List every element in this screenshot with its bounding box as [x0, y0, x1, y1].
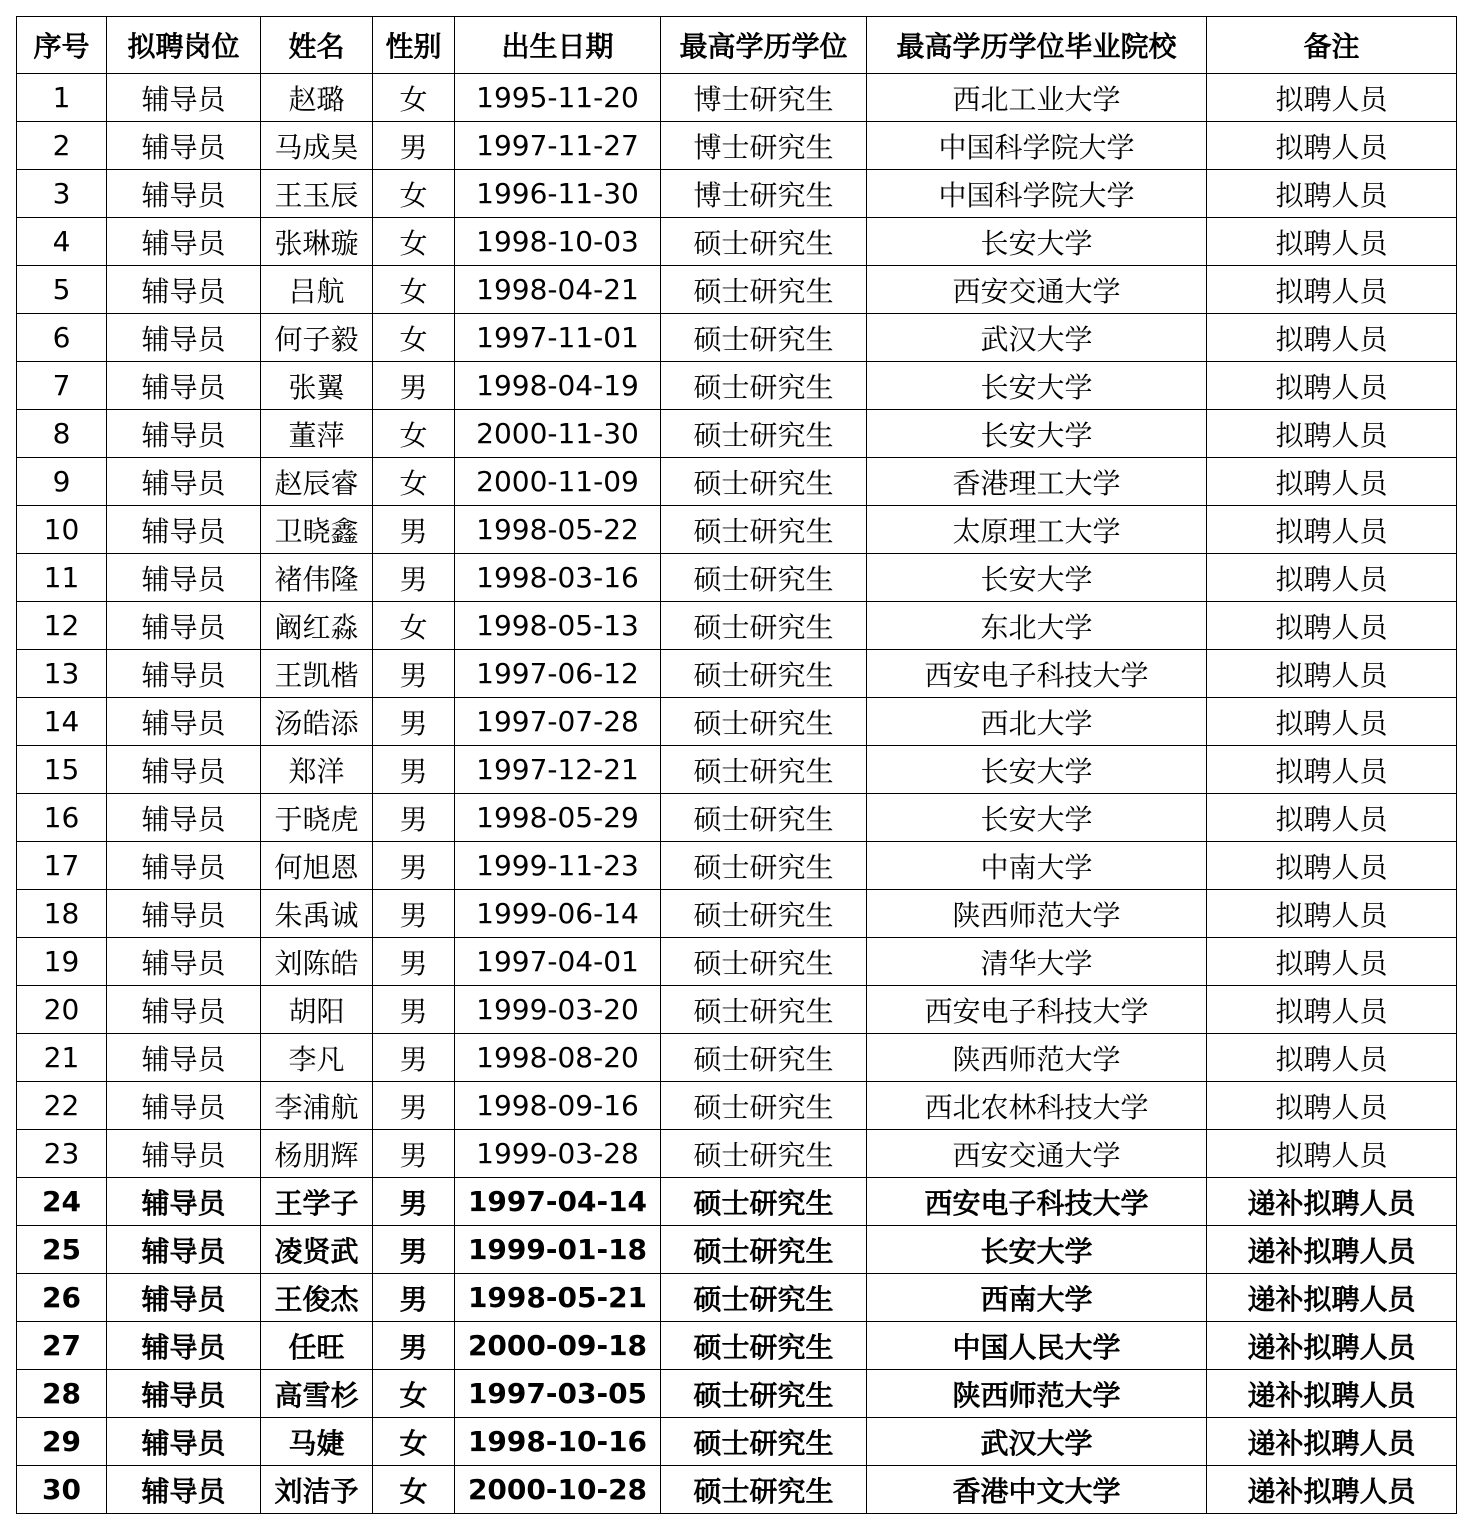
- cell-note: 拟聘人员: [1207, 842, 1457, 890]
- cell-note: 拟聘人员: [1207, 362, 1457, 410]
- cell-birth-date: 1998-05-22: [455, 506, 661, 554]
- cell-degree: 硕士研究生: [661, 1274, 867, 1322]
- cell-note: 拟聘人员: [1207, 314, 1457, 362]
- cell-post: 辅导员: [107, 890, 261, 938]
- cell-birth-date: 2000-10-28: [455, 1466, 661, 1514]
- cell-birth-date: 2000-09-18: [455, 1322, 661, 1370]
- cell-school: 长安大学: [867, 410, 1207, 458]
- cell-no: 14: [17, 698, 107, 746]
- cell-no: 2: [17, 122, 107, 170]
- cell-note: 递补拟聘人员: [1207, 1322, 1457, 1370]
- table-row: [17, 74, 1457, 122]
- cell-no: 6: [17, 314, 107, 362]
- cell-gender: 女: [373, 410, 455, 458]
- cell-no: 1: [17, 74, 107, 122]
- table-row: [17, 1082, 1457, 1130]
- cell-degree: 硕士研究生: [661, 842, 867, 890]
- cell-note: 拟聘人员: [1207, 266, 1457, 314]
- cell-degree: 硕士研究生: [661, 602, 867, 650]
- cell-degree: 硕士研究生: [661, 506, 867, 554]
- cell-birth-date: 1999-03-20: [455, 986, 661, 1034]
- cell-degree: 硕士研究生: [661, 362, 867, 410]
- cell-post: 辅导员: [107, 1418, 261, 1466]
- cell-degree: 硕士研究生: [661, 1418, 867, 1466]
- cell-name: 张琳璇: [261, 218, 373, 266]
- cell-post: 辅导员: [107, 266, 261, 314]
- cell-birth-date: 1997-12-21: [455, 746, 661, 794]
- cell-degree: 硕士研究生: [661, 1466, 867, 1514]
- cell-name: 李浦航: [261, 1082, 373, 1130]
- cell-degree: 硕士研究生: [661, 746, 867, 794]
- cell-note: 拟聘人员: [1207, 650, 1457, 698]
- cell-name: 任旺: [261, 1322, 373, 1370]
- header-row: [17, 17, 1457, 74]
- cell-no: 21: [17, 1034, 107, 1082]
- cell-post: 辅导员: [107, 602, 261, 650]
- cell-gender: 女: [373, 74, 455, 122]
- cell-name: 王凯楷: [261, 650, 373, 698]
- cell-degree: 硕士研究生: [661, 794, 867, 842]
- table-row: [17, 650, 1457, 698]
- cell-birth-date: 1998-09-16: [455, 1082, 661, 1130]
- cell-post: 辅导员: [107, 1370, 261, 1418]
- cell-school: 中南大学: [867, 842, 1207, 890]
- cell-school: 西安电子科技大学: [867, 986, 1207, 1034]
- cell-name: 何子毅: [261, 314, 373, 362]
- cell-no: 4: [17, 218, 107, 266]
- cell-no: 10: [17, 506, 107, 554]
- cell-school: 香港理工大学: [867, 458, 1207, 506]
- table-row: [17, 698, 1457, 746]
- cell-name: 刘陈皓: [261, 938, 373, 986]
- cell-post: 辅导员: [107, 314, 261, 362]
- cell-name: 卫晓鑫: [261, 506, 373, 554]
- cell-post: 辅导员: [107, 1130, 261, 1178]
- cell-note: 拟聘人员: [1207, 986, 1457, 1034]
- cell-name: 王玉辰: [261, 170, 373, 218]
- table-row: [17, 362, 1457, 410]
- cell-name: 杨朋辉: [261, 1130, 373, 1178]
- cell-note: 拟聘人员: [1207, 1082, 1457, 1130]
- cell-gender: 女: [373, 314, 455, 362]
- cell-birth-date: 1997-06-12: [455, 650, 661, 698]
- cell-birth-date: 1999-11-23: [455, 842, 661, 890]
- header-name: 姓名: [261, 17, 373, 74]
- cell-school: 西北农林科技大学: [867, 1082, 1207, 1130]
- cell-note: 拟聘人员: [1207, 794, 1457, 842]
- cell-name: 马成昊: [261, 122, 373, 170]
- cell-gender: 男: [373, 650, 455, 698]
- cell-gender: 男: [373, 1226, 455, 1274]
- table-row: [17, 170, 1457, 218]
- cell-school: 陕西师范大学: [867, 890, 1207, 938]
- table-row: [17, 938, 1457, 986]
- header-post: 拟聘岗位: [107, 17, 261, 74]
- cell-note: 拟聘人员: [1207, 1034, 1457, 1082]
- table-row: [17, 1034, 1457, 1082]
- cell-school: 陕西师范大学: [867, 1370, 1207, 1418]
- cell-no: 18: [17, 890, 107, 938]
- table-row: [17, 1466, 1457, 1514]
- cell-degree: 硕士研究生: [661, 554, 867, 602]
- cell-no: 7: [17, 362, 107, 410]
- cell-birth-date: 1998-10-03: [455, 218, 661, 266]
- cell-degree: 硕士研究生: [661, 1178, 867, 1226]
- cell-degree: 硕士研究生: [661, 1370, 867, 1418]
- cell-school: 西北大学: [867, 698, 1207, 746]
- cell-school: 武汉大学: [867, 314, 1207, 362]
- cell-name: 汤皓添: [261, 698, 373, 746]
- header-no: 序号: [17, 17, 107, 74]
- cell-gender: 女: [373, 1370, 455, 1418]
- table-row: [17, 746, 1457, 794]
- cell-school: 西安电子科技大学: [867, 650, 1207, 698]
- cell-degree: 硕士研究生: [661, 1034, 867, 1082]
- cell-birth-date: 1997-04-14: [455, 1178, 661, 1226]
- cell-post: 辅导员: [107, 218, 261, 266]
- cell-degree: 硕士研究生: [661, 986, 867, 1034]
- cell-birth-date: 1995-11-20: [455, 74, 661, 122]
- cell-post: 辅导员: [107, 458, 261, 506]
- cell-gender: 男: [373, 554, 455, 602]
- cell-no: 24: [17, 1178, 107, 1226]
- cell-birth-date: 1999-01-18: [455, 1226, 661, 1274]
- table-row: [17, 602, 1457, 650]
- cell-no: 15: [17, 746, 107, 794]
- cell-birth-date: 1998-10-16: [455, 1418, 661, 1466]
- cell-no: 13: [17, 650, 107, 698]
- table-row: [17, 554, 1457, 602]
- cell-school: 中国科学院大学: [867, 170, 1207, 218]
- cell-birth-date: 1997-03-05: [455, 1370, 661, 1418]
- table-row: [17, 1226, 1457, 1274]
- table-row: [17, 218, 1457, 266]
- cell-gender: 女: [373, 458, 455, 506]
- cell-no: 25: [17, 1226, 107, 1274]
- cell-degree: 硕士研究生: [661, 890, 867, 938]
- cell-gender: 男: [373, 986, 455, 1034]
- table-row: [17, 458, 1457, 506]
- cell-school: 西安交通大学: [867, 266, 1207, 314]
- cell-name: 赵辰睿: [261, 458, 373, 506]
- cell-name: 何旭恩: [261, 842, 373, 890]
- cell-birth-date: 1998-03-16: [455, 554, 661, 602]
- hiring-table: [16, 16, 1457, 1514]
- cell-gender: 男: [373, 938, 455, 986]
- cell-no: 8: [17, 410, 107, 458]
- cell-name: 胡阳: [261, 986, 373, 1034]
- cell-post: 辅导员: [107, 362, 261, 410]
- header-gender: 性别: [373, 17, 455, 74]
- table-row: [17, 506, 1457, 554]
- cell-gender: 男: [373, 794, 455, 842]
- cell-gender: 男: [373, 1130, 455, 1178]
- cell-post: 辅导员: [107, 842, 261, 890]
- table-row: [17, 890, 1457, 938]
- cell-degree: 硕士研究生: [661, 458, 867, 506]
- cell-post: 辅导员: [107, 938, 261, 986]
- table-body: [17, 74, 1457, 1514]
- cell-gender: 男: [373, 746, 455, 794]
- cell-birth-date: 1996-11-30: [455, 170, 661, 218]
- cell-gender: 男: [373, 1178, 455, 1226]
- cell-gender: 男: [373, 1274, 455, 1322]
- cell-name: 张翼: [261, 362, 373, 410]
- cell-name: 郑洋: [261, 746, 373, 794]
- cell-no: 11: [17, 554, 107, 602]
- cell-school: 长安大学: [867, 746, 1207, 794]
- cell-post: 辅导员: [107, 986, 261, 1034]
- cell-birth-date: 1998-04-21: [455, 266, 661, 314]
- header-degree: 最高学历学位: [661, 17, 867, 74]
- cell-no: 23: [17, 1130, 107, 1178]
- cell-name: 王学子: [261, 1178, 373, 1226]
- cell-name: 刘洁予: [261, 1466, 373, 1514]
- cell-school: 长安大学: [867, 218, 1207, 266]
- cell-no: 22: [17, 1082, 107, 1130]
- cell-degree: 博士研究生: [661, 74, 867, 122]
- cell-post: 辅导员: [107, 170, 261, 218]
- cell-no: 3: [17, 170, 107, 218]
- cell-name: 王俊杰: [261, 1274, 373, 1322]
- cell-note: 拟聘人员: [1207, 746, 1457, 794]
- cell-name: 马婕: [261, 1418, 373, 1466]
- cell-gender: 男: [373, 1034, 455, 1082]
- cell-post: 辅导员: [107, 698, 261, 746]
- cell-note: 递补拟聘人员: [1207, 1178, 1457, 1226]
- cell-gender: 男: [373, 122, 455, 170]
- cell-degree: 硕士研究生: [661, 650, 867, 698]
- cell-note: 拟聘人员: [1207, 458, 1457, 506]
- table-row: [17, 410, 1457, 458]
- cell-degree: 硕士研究生: [661, 266, 867, 314]
- cell-no: 12: [17, 602, 107, 650]
- cell-birth-date: 1997-04-01: [455, 938, 661, 986]
- cell-note: 递补拟聘人员: [1207, 1226, 1457, 1274]
- cell-note: 拟聘人员: [1207, 170, 1457, 218]
- cell-school: 长安大学: [867, 794, 1207, 842]
- cell-no: 27: [17, 1322, 107, 1370]
- cell-note: 拟聘人员: [1207, 698, 1457, 746]
- cell-name: 吕航: [261, 266, 373, 314]
- cell-no: 26: [17, 1274, 107, 1322]
- cell-no: 17: [17, 842, 107, 890]
- cell-post: 辅导员: [107, 410, 261, 458]
- table-header: [17, 17, 1457, 74]
- cell-note: 拟聘人员: [1207, 74, 1457, 122]
- cell-degree: 硕士研究生: [661, 1322, 867, 1370]
- cell-name: 赵璐: [261, 74, 373, 122]
- cell-name: 凌贤武: [261, 1226, 373, 1274]
- cell-birth-date: 1998-04-19: [455, 362, 661, 410]
- cell-school: 太原理工大学: [867, 506, 1207, 554]
- cell-post: 辅导员: [107, 1082, 261, 1130]
- cell-note: 拟聘人员: [1207, 890, 1457, 938]
- cell-note: 拟聘人员: [1207, 122, 1457, 170]
- cell-post: 辅导员: [107, 794, 261, 842]
- cell-birth-date: 1998-05-13: [455, 602, 661, 650]
- cell-post: 辅导员: [107, 1322, 261, 1370]
- cell-birth-date: 2000-11-09: [455, 458, 661, 506]
- cell-birth-date: 1999-06-14: [455, 890, 661, 938]
- cell-post: 辅导员: [107, 1466, 261, 1514]
- cell-school: 西安交通大学: [867, 1130, 1207, 1178]
- cell-birth-date: 2000-11-30: [455, 410, 661, 458]
- cell-name: 阚红淼: [261, 602, 373, 650]
- cell-school: 长安大学: [867, 1226, 1207, 1274]
- table-row: [17, 1370, 1457, 1418]
- cell-school: 长安大学: [867, 554, 1207, 602]
- cell-no: 9: [17, 458, 107, 506]
- header-note: 备注: [1207, 17, 1457, 74]
- cell-note: 递补拟聘人员: [1207, 1274, 1457, 1322]
- cell-post: 辅导员: [107, 746, 261, 794]
- table-row: [17, 794, 1457, 842]
- cell-degree: 硕士研究生: [661, 938, 867, 986]
- cell-gender: 男: [373, 362, 455, 410]
- cell-name: 于晓虎: [261, 794, 373, 842]
- table-row: [17, 1130, 1457, 1178]
- cell-school: 东北大学: [867, 602, 1207, 650]
- cell-school: 长安大学: [867, 362, 1207, 410]
- cell-post: 辅导员: [107, 650, 261, 698]
- table-row: [17, 842, 1457, 890]
- cell-gender: 男: [373, 506, 455, 554]
- cell-note: 拟聘人员: [1207, 554, 1457, 602]
- cell-school: 西安电子科技大学: [867, 1178, 1207, 1226]
- cell-gender: 女: [373, 218, 455, 266]
- cell-post: 辅导员: [107, 122, 261, 170]
- cell-birth-date: 1998-05-21: [455, 1274, 661, 1322]
- cell-school: 中国人民大学: [867, 1322, 1207, 1370]
- cell-school: 清华大学: [867, 938, 1207, 986]
- cell-birth-date: 1997-11-01: [455, 314, 661, 362]
- cell-note: 递补拟聘人员: [1207, 1466, 1457, 1514]
- cell-post: 辅导员: [107, 1274, 261, 1322]
- cell-degree: 硕士研究生: [661, 698, 867, 746]
- cell-post: 辅导员: [107, 1178, 261, 1226]
- cell-school: 陕西师范大学: [867, 1034, 1207, 1082]
- cell-name: 朱禹诚: [261, 890, 373, 938]
- cell-birth-date: 1998-05-29: [455, 794, 661, 842]
- cell-note: 拟聘人员: [1207, 506, 1457, 554]
- cell-note: 拟聘人员: [1207, 938, 1457, 986]
- cell-degree: 硕士研究生: [661, 1082, 867, 1130]
- cell-name: 董萍: [261, 410, 373, 458]
- cell-name: 李凡: [261, 1034, 373, 1082]
- cell-no: 20: [17, 986, 107, 1034]
- cell-degree: 博士研究生: [661, 122, 867, 170]
- cell-school: 香港中文大学: [867, 1466, 1207, 1514]
- cell-degree: 硕士研究生: [661, 1130, 867, 1178]
- cell-school: 西南大学: [867, 1274, 1207, 1322]
- cell-degree: 硕士研究生: [661, 314, 867, 362]
- cell-birth-date: 1997-07-28: [455, 698, 661, 746]
- cell-gender: 女: [373, 1418, 455, 1466]
- cell-note: 拟聘人员: [1207, 410, 1457, 458]
- cell-degree: 博士研究生: [661, 170, 867, 218]
- cell-gender: 男: [373, 890, 455, 938]
- cell-degree: 硕士研究生: [661, 218, 867, 266]
- cell-birth-date: 1998-08-20: [455, 1034, 661, 1082]
- table-row: [17, 314, 1457, 362]
- cell-no: 16: [17, 794, 107, 842]
- cell-gender: 女: [373, 602, 455, 650]
- cell-no: 19: [17, 938, 107, 986]
- cell-post: 辅导员: [107, 506, 261, 554]
- cell-birth-date: 1997-11-27: [455, 122, 661, 170]
- cell-post: 辅导员: [107, 1226, 261, 1274]
- cell-gender: 女: [373, 1466, 455, 1514]
- table-row: [17, 986, 1457, 1034]
- cell-name: 褚伟隆: [261, 554, 373, 602]
- table-row: [17, 1322, 1457, 1370]
- cell-no: 5: [17, 266, 107, 314]
- cell-degree: 硕士研究生: [661, 1226, 867, 1274]
- cell-no: 28: [17, 1370, 107, 1418]
- cell-post: 辅导员: [107, 74, 261, 122]
- table-row: [17, 122, 1457, 170]
- cell-school: 武汉大学: [867, 1418, 1207, 1466]
- cell-gender: 女: [373, 266, 455, 314]
- table-row: [17, 1418, 1457, 1466]
- cell-note: 拟聘人员: [1207, 218, 1457, 266]
- cell-school: 中国科学院大学: [867, 122, 1207, 170]
- cell-note: 拟聘人员: [1207, 602, 1457, 650]
- cell-school: 西北工业大学: [867, 74, 1207, 122]
- cell-post: 辅导员: [107, 1034, 261, 1082]
- cell-note: 递补拟聘人员: [1207, 1370, 1457, 1418]
- table-row: [17, 1178, 1457, 1226]
- header-birth-date: 出生日期: [455, 17, 661, 74]
- cell-gender: 男: [373, 1322, 455, 1370]
- cell-note: 拟聘人员: [1207, 1130, 1457, 1178]
- cell-gender: 男: [373, 698, 455, 746]
- cell-post: 辅导员: [107, 554, 261, 602]
- cell-gender: 男: [373, 842, 455, 890]
- cell-no: 30: [17, 1466, 107, 1514]
- cell-gender: 男: [373, 1082, 455, 1130]
- header-school: 最高学历学位毕业院校: [867, 17, 1207, 74]
- cell-degree: 硕士研究生: [661, 410, 867, 458]
- cell-birth-date: 1999-03-28: [455, 1130, 661, 1178]
- cell-name: 高雪杉: [261, 1370, 373, 1418]
- cell-no: 29: [17, 1418, 107, 1466]
- cell-gender: 女: [373, 170, 455, 218]
- cell-note: 递补拟聘人员: [1207, 1418, 1457, 1466]
- table-row: [17, 266, 1457, 314]
- table-row: [17, 1274, 1457, 1322]
